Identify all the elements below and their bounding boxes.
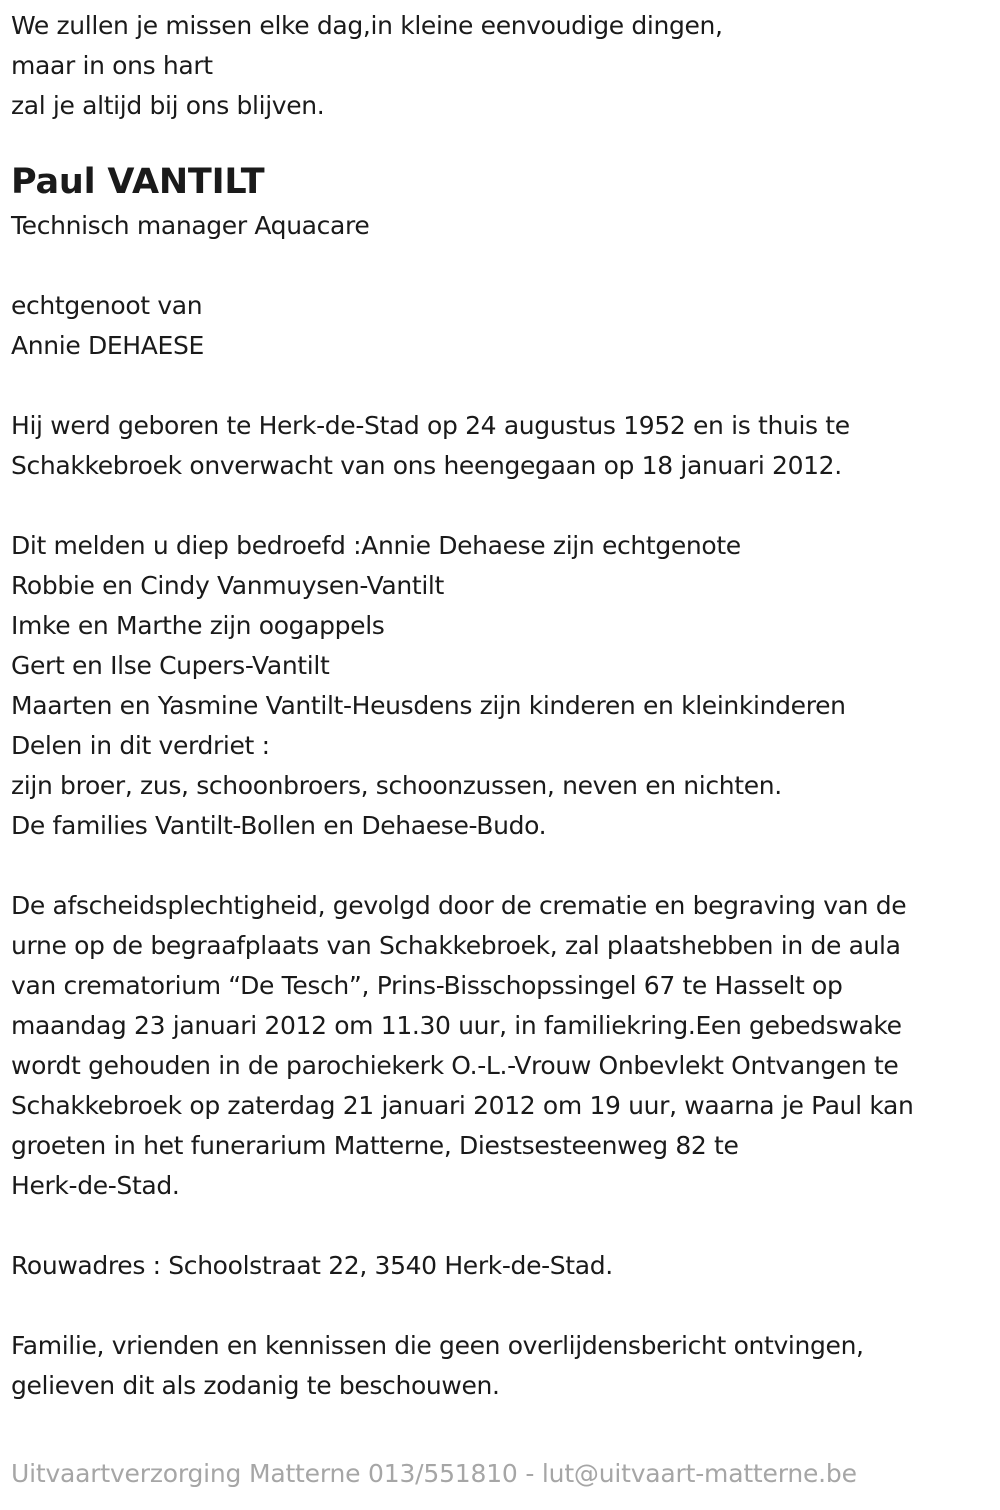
poem-line: We zullen je missen elke dag,in kleine eenvoudige dingen,: [11, 11, 723, 40]
deceased-name: Paul VANTILT: [11, 162, 265, 202]
family-line: Imke en Marthe zijn oogappels: [11, 611, 385, 640]
family-line: Maarten en Yasmine Vantilt-Heusdens zijn kinderen en kleinkinderen: [11, 691, 846, 720]
spacer: [11, 1286, 991, 1326]
birth-death-line: Hij werd geboren te Herk-de-Stad op 24 augustus 1952 en is thuis te: [11, 411, 850, 440]
birth-death-line: Schakkebroek onverwacht van ons heengegaan op 18 januari 2012.: [11, 451, 842, 480]
deceased-title: Technisch manager Aquacare: [11, 211, 370, 240]
ceremony-line: urne op de begraafplaats van Schakkebroek, zal plaatshebben in de aula: [11, 931, 901, 960]
spouse-line: Annie DEHAESE: [11, 331, 204, 360]
spouse-section: [11, 286, 991, 366]
mourning-address: Rouwadres : Schoolstraat 22, 3540 Herk-de-Stad.: [11, 1251, 613, 1280]
spacer: [11, 366, 991, 406]
ceremony-line: Herk-de-Stad.: [11, 1171, 180, 1200]
funeral-home-footer: Uitvaartverzorging Matterne 013/551810 - lut@uitvaart-matterne.be: [11, 1459, 857, 1488]
spacer: [11, 246, 991, 286]
family-line: Delen in dit verdriet :: [11, 731, 270, 760]
poem-line: maar in ons hart: [11, 51, 213, 80]
poem: [11, 6, 991, 126]
obituary-document: [11, 6, 991, 1406]
ceremony-section: [11, 886, 991, 1206]
family-line: Robbie en Cindy Vanmuysen-Vantilt: [11, 571, 444, 600]
spacer: [11, 486, 991, 526]
ceremony-line: Schakkebroek op zaterdag 21 januari 2012 om 19 uur, waarna je Paul kan: [11, 1091, 914, 1120]
family-line: Dit melden u diep bedroefd :Annie Dehaese zijn echtgenote: [11, 531, 741, 560]
ceremony-line: De afscheidsplechtigheid, gevolgd door de crematie en begraving van de: [11, 891, 907, 920]
ceremony-line: maandag 23 januari 2012 om 11.30 uur, in familiekring.Een gebedswake: [11, 1011, 902, 1040]
poem-line: zal je altijd bij ons blijven.: [11, 91, 325, 120]
birth-death-section: [11, 406, 991, 486]
family-line: zijn broer, zus, schoonbroers, schoonzussen, neven en nichten.: [11, 771, 782, 800]
spacer: [11, 1206, 991, 1246]
notice-section: [11, 1326, 991, 1406]
spacer: [11, 126, 991, 158]
ceremony-line: groeten in het funerarium Matterne, Diestsesteenweg 82 te: [11, 1131, 739, 1160]
spacer: [11, 846, 991, 886]
family-section: [11, 526, 991, 846]
ceremony-line: wordt gehouden in de parochiekerk O.-L.-Vrouw Onbevlekt Ontvangen te: [11, 1051, 899, 1080]
ceremony-line: van crematorium “De Tesch”, Prins-Bisschopssingel 67 te Hasselt op: [11, 971, 843, 1000]
family-line: Gert en Ilse Cupers-Vantilt: [11, 651, 330, 680]
spouse-line: echtgenoot van: [11, 291, 203, 320]
notice-line: gelieven dit als zodanig te beschouwen.: [11, 1371, 500, 1400]
family-line: De families Vantilt-Bollen en Dehaese-Budo.: [11, 811, 547, 840]
notice-line: Familie, vrienden en kennissen die geen overlijdensbericht ontvingen,: [11, 1331, 864, 1360]
